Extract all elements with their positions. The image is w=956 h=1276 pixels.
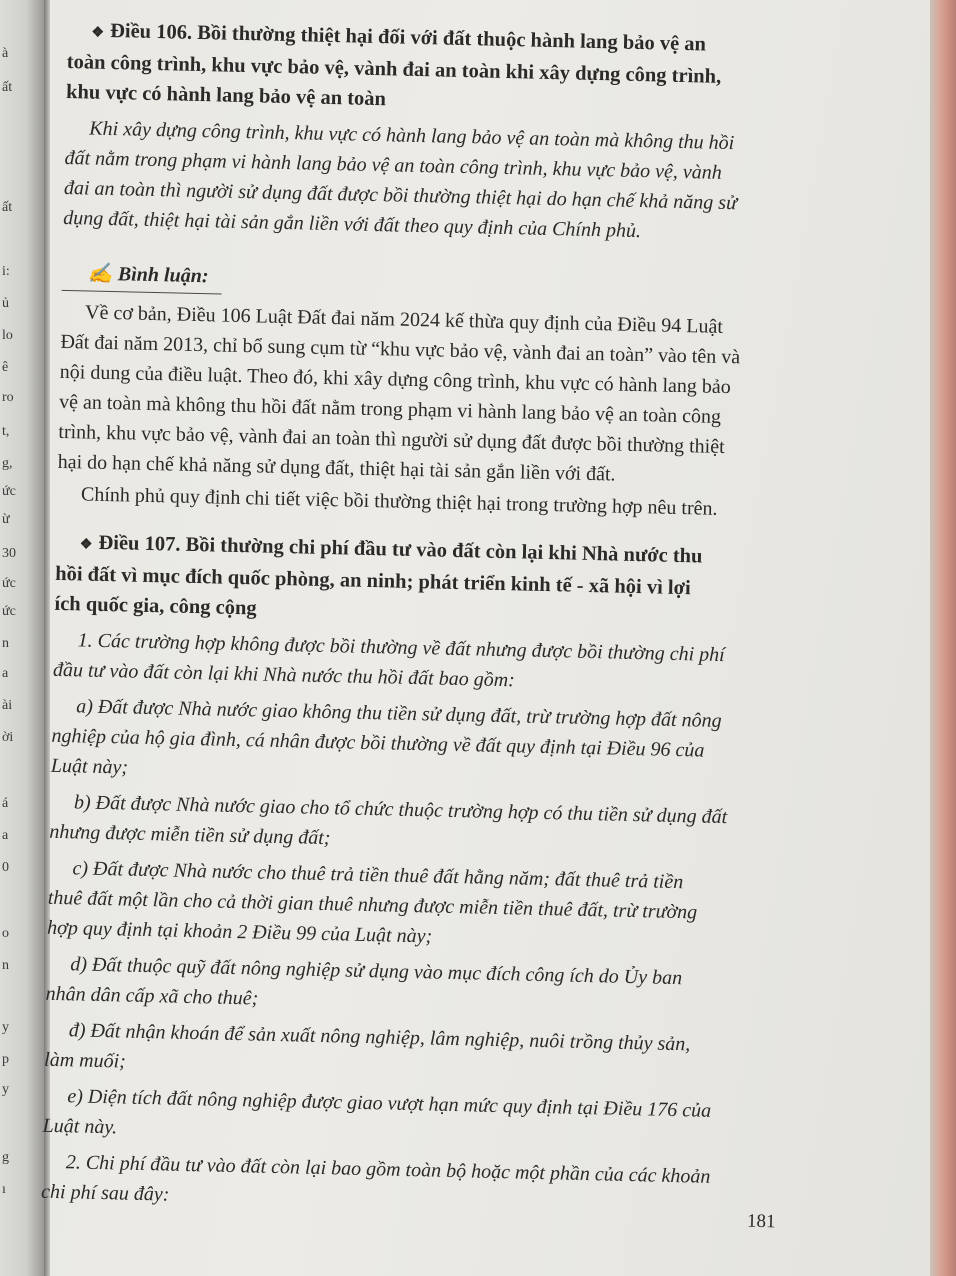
commentary-line: nội dung của điều luật. Theo đó, khi xây dựng công trình, khu vực có hành lang bảo <box>59 360 732 399</box>
point-b-line: nhưng được miễn tiền sử dụng đất; <box>49 820 331 850</box>
commentary-line: hại do hạn chế khả năng sử dụng đất, thiệt hại tài sản gắn liền với đất. <box>57 450 616 486</box>
left-fragment: a <box>2 666 9 681</box>
left-fragment: g <box>2 1150 9 1165</box>
clause-1-line: đầu tư vào đất còn lại khi Nhà nước thu hồi đất bao gồm: <box>52 658 516 692</box>
article-106-body-line: Khi xây dựng công trình, khu vực có hành lang bảo vệ an toàn mà không thu hồi <box>89 117 735 155</box>
article-107-heading-line-3: ích quốc gia, công cộng <box>54 592 257 620</box>
point-e-line: Luật này. <box>42 1114 118 1139</box>
left-fragment: ức <box>2 484 16 499</box>
left-fragment: ê <box>2 360 9 375</box>
commentary-line: vệ an toàn mà không thu hồi đất nằm trong phạm vi hành lang bảo vệ an toàn công <box>58 390 722 428</box>
point-c-line: c) Đất được Nhà nước cho thuê trả tiền thuê đất hằng năm; đất thuê trả tiền <box>72 857 684 894</box>
diamond-bullet-icon: ❖ <box>79 537 93 553</box>
left-fragment: t, <box>2 424 10 439</box>
left-fragment: 0 <box>2 860 9 875</box>
article-107-heading-line-1: ❖ Điều 107. Bồi thường chi phí đầu tư vào đất còn lại khi Nhà nước thu <box>79 531 703 568</box>
left-fragment: lo <box>2 328 13 343</box>
left-fragment: ất <box>2 80 13 95</box>
point-a-line: a) Đất được Nhà nước giao không thu tiền sử dụng đất, trừ trường hợp đất nông <box>75 695 722 733</box>
commentary-line: Đất đai năm 2013, chỉ bổ sung cụm từ “khu vực bảo vệ, vành đai an toàn” vào tên và <box>60 330 741 369</box>
left-fragment: ài <box>2 698 13 713</box>
commentary-heading: ✍ Bình luận: <box>87 262 209 288</box>
point-c-line: hợp quy định tại khoản 2 Điều 99 của Luật này; <box>46 916 433 948</box>
article-106-heading-line-2: toàn công trình, khu vực bảo vệ, vành đai an toàn khi xây dựng công trình, <box>66 50 722 88</box>
left-fragment: ức <box>2 604 16 619</box>
left-fragment: ời <box>2 730 14 745</box>
pen-icon: ✍ <box>87 262 114 286</box>
clause-2-line: chi phí sau đây: <box>40 1180 170 1206</box>
left-fragment: a <box>2 828 9 843</box>
left-fragment: ı <box>2 1182 6 1197</box>
left-fragment: p <box>2 1052 9 1067</box>
left-fragment: y <box>2 1020 9 1035</box>
point-dd-line: làm muối; <box>43 1048 127 1073</box>
book-page <box>40 0 930 1276</box>
page-number: 181 <box>746 1210 776 1233</box>
commentary-underline <box>62 290 222 295</box>
point-d-line: nhân dân cấp xã cho thuê; <box>45 982 259 1010</box>
commentary-line: Về cơ bản, Điều 106 Luật Đất đai năm 2024 kế thừa quy định của Điều 94 Luật <box>84 301 724 338</box>
left-fragment: ất <box>2 200 13 215</box>
clause-2-line: 2. Chi phí đầu tư vào đất còn lại bao gồm toàn bộ hoặc một phần của các khoản <box>65 1151 711 1188</box>
left-fragment: o <box>2 926 9 941</box>
point-a-line: nghiệp của hộ gia đình, cá nhân được bồi thường về đất quy định tại Điều 96 của <box>51 724 705 762</box>
left-fragment: ức <box>2 576 16 591</box>
point-dd-line: đ) Đất nhận khoán để sản xuất nông nghiệp, lâm nghiệp, nuôi trồng thủy sản, <box>68 1019 691 1056</box>
diamond-bullet-icon: ❖ <box>91 25 105 41</box>
point-b-line: b) Đất được Nhà nước giao cho tổ chức thuộc trường hợp có thu tiền sử dụng đất <box>73 791 728 829</box>
article-106-heading-line-1: ❖ Điều 106. Bồi thường thiệt hại đối với đất thuộc hành lang bảo vệ an <box>91 19 707 56</box>
left-fragment: i: <box>2 264 10 279</box>
commentary-line: trình, khu vực bảo vệ, vành đai an toàn thì người sử dụng đất được bồi thường thiệt <box>58 420 725 459</box>
article-106-body-line: đất nằm trong phạm vi hành lang bảo vệ an toàn công trình, khu vực bảo vệ, vành <box>64 146 723 184</box>
point-a-line: Luật này; <box>50 754 129 779</box>
left-fragment: g, <box>2 456 13 471</box>
left-fragment: á <box>2 796 9 811</box>
point-c-line: thuê đất một lần cho cả thời gian thuê nhưng được miễn tiền thuê đất, trừ trường <box>47 886 698 924</box>
adjacent-page-edge <box>0 0 44 1276</box>
left-fragment: ủ <box>2 296 9 311</box>
left-fragment: ừ <box>2 512 10 527</box>
point-e-line: e) Diện tích đất nông nghiệp được giao vượt hạn mức quy định tại Điều 176 của <box>67 1085 712 1122</box>
left-fragment: ro <box>2 390 14 405</box>
article-106-body-line: dụng đất, thiệt hại tài sản gắn liền với đất theo quy định của Chính phủ. <box>63 206 642 243</box>
point-d-line: d) Đất thuộc quỹ đất nông nghiệp sử dụng vào mục đích công ích do Ủy ban <box>70 953 683 990</box>
left-fragment: à <box>2 46 9 61</box>
article-107-heading-line-2: hồi đất vì mục đích quốc phòng, an ninh; phát triển kinh tế - xã hội vì lợi <box>54 562 691 600</box>
left-fragment: n <box>2 958 9 973</box>
left-fragment: y <box>2 1082 9 1097</box>
page-content <box>40 10 780 1206</box>
commentary-line: Chính phủ quy định chi tiết việc bồi thường thiệt hại trong trường hợp nêu trên. <box>80 483 718 520</box>
article-106-body-line: đai an toàn thì người sử dụng đất được bồi thường thiệt hại do hạn chế khả năng sử <box>63 176 738 215</box>
clause-1-line: 1. Các trường hợp không được bồi thường về đất nhưng được bồi thường chi phí <box>77 629 726 667</box>
left-fragment: 30 <box>2 546 16 561</box>
article-106-heading-line-3: khu vực có hành lang bảo vệ an toàn <box>65 80 387 111</box>
page-stack-edge <box>930 0 956 1276</box>
left-fragment: n <box>2 636 9 651</box>
